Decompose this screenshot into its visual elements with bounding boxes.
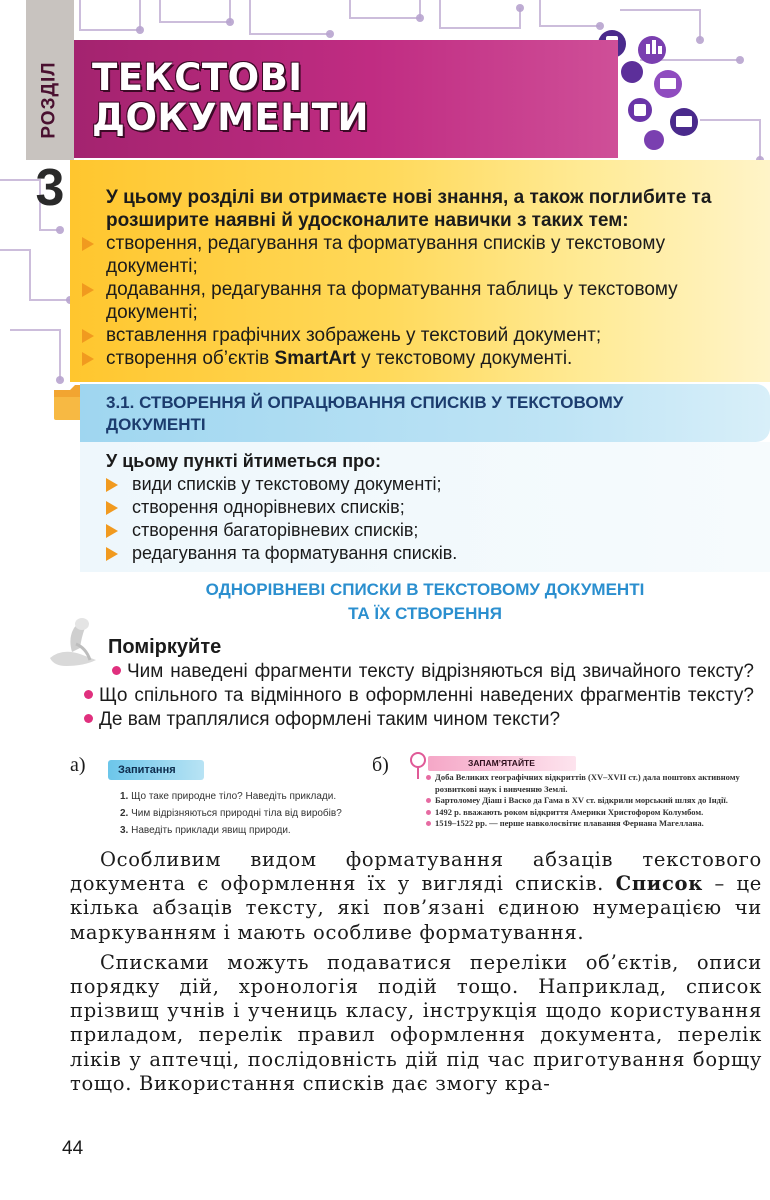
paragraph: Особливим видом форматування абзаців текстового документа є оформлення їх у вигляді списків. Список – це кілька абзаців тексту, які пов’язані єдиною нумерацією чи маркуванням і мають особливе форматування. — [70, 848, 762, 944]
list-item: Доба Великих географічних відкриттів (XV–XVII ст.) дала поштовх активному розвиткові наук і вивченню Землі. — [424, 772, 760, 795]
list-item: додавання, редагування та форматування таблиць у текстовому документі; — [80, 278, 756, 324]
list-item: 1492 р. вважають роком відкриття Америки Христофором Колумбом. — [424, 807, 760, 819]
list-item: 1519–1522 рр. — перше навколосвітнє плавання Фернана Магеллана. — [424, 818, 760, 830]
pink-dot-icon — [84, 714, 93, 723]
chapter-title: ТЕКСТОВІ ДОКУМЕНТИ — [92, 56, 369, 139]
example-b-list — [424, 772, 760, 830]
section-topic-list — [106, 473, 756, 565]
chapter-label: РОЗДІЛ — [39, 61, 60, 139]
triangle-bullet-icon — [106, 478, 118, 492]
list-item: створення багаторівневих списків; — [106, 519, 756, 542]
triangle-bullet-icon — [106, 501, 118, 515]
chapter-intro — [106, 186, 756, 370]
triangle-bullet-icon — [106, 524, 118, 538]
list-item: вставлення графічних зображень у текстовий документ; — [80, 324, 756, 347]
pink-dot-icon — [112, 666, 121, 675]
think-title: Поміркуйте — [108, 636, 222, 658]
triangle-bullet-icon — [82, 237, 94, 251]
example-a-tag: Запитання — [108, 760, 204, 780]
intro-lead: У цьому розділі ви отримаєте нові знання, а також поглибите та розширите наявні й удосконалите навички з таких тем: — [106, 187, 712, 231]
list-item: створення однорівневих списків; — [106, 496, 756, 519]
triangle-bullet-icon — [82, 352, 94, 366]
example-b — [410, 750, 760, 842]
paragraph: Списками можуть подаватися переліки об’єктів, описи порядку дій, хронологія подій тощо. Наприклад, список прізвищ учнів і учениць класу, інструкція щодо користування приладом, перелік правил оформлення документа, перелік ліків у аптечці, послідовність дій під час приготування борщу тощо. Використання списків дає змогу кра- — [70, 950, 762, 1095]
list-item: 3. Наведіть приклади явищ природи. — [120, 825, 291, 836]
example-b-label: б) — [372, 754, 389, 776]
pink-dot-icon — [84, 690, 93, 699]
main-text — [70, 848, 762, 1102]
list-item: Бартоломеу Діаш і Васко да Гама в XV ст. відкрили морський шлях до Індії. — [424, 795, 760, 807]
example-a — [100, 752, 380, 842]
example-a-label: а) — [70, 754, 86, 776]
list-item: 1. Що таке природне тіло? Наведіть приклади. — [120, 791, 337, 802]
list-item: створення, редагування та форматування списків у текстовому документі; — [80, 232, 756, 278]
example-b-tag: ЗАПАМ’ЯТАЙТЕ — [428, 756, 576, 771]
triangle-bullet-icon — [106, 547, 118, 561]
page-number: 44 — [62, 1138, 84, 1159]
subsection-heading: ОДНОРІВНЕВІ СПИСКИ В ТЕКСТОВОМУ ДОКУМЕНТІ ТА ЇХ СТВОРЕННЯ — [205, 580, 645, 623]
example-a-list — [120, 788, 390, 839]
section-points — [106, 450, 756, 565]
section-title: 3.1. СТВОРЕННЯ Й ОПРАЦЮВАННЯ СПИСКІВ У ТЕКСТОВОМУ ДОКУМЕНТІ — [106, 393, 624, 434]
section-lead: У цьому пункті йтиметься про: — [106, 451, 382, 471]
intro-topic-list — [106, 232, 756, 370]
think-questions: Чим наведені фрагменти тексту відрізняються від звичайного тексту? Що спільного та відмінного в оформленні наведених фрагментів тексту? Де вам траплялися оформлені таким чином тексти? — [82, 660, 754, 732]
list-item: види списків у текстовому документі; — [106, 473, 756, 496]
list-item: створення об’єктів SmartArt у текстовому документі. — [80, 347, 756, 370]
triangle-bullet-icon — [82, 283, 94, 297]
list-item: редагування та форматування списків. — [106, 542, 756, 565]
list-item: 2. Чим відрізняються природні тіла від виробів? — [120, 808, 342, 819]
chapter-number: 3 — [35, 159, 65, 217]
triangle-bullet-icon — [82, 329, 94, 343]
